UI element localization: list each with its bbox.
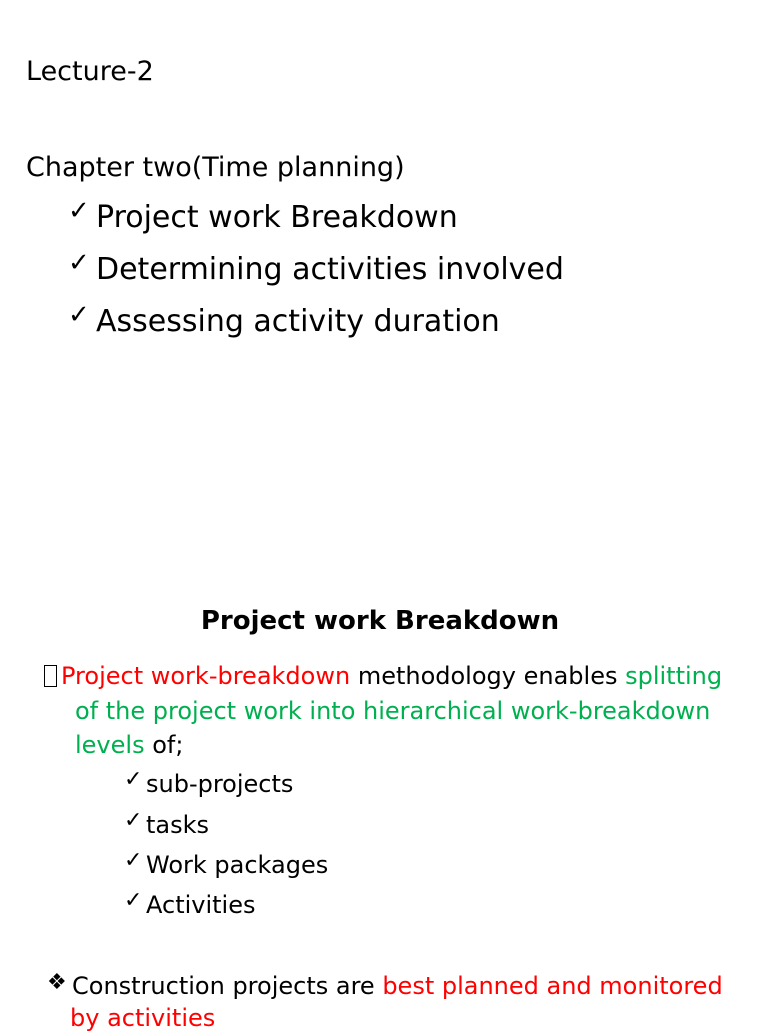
diamond-bullet-icon: ❖ xyxy=(47,970,67,995)
topic-item: Project work Breakdown xyxy=(96,200,458,235)
highlight-green: splitting xyxy=(625,662,723,690)
highlight-red: Project work-breakdown xyxy=(61,662,351,690)
breakdown-paragraph xyxy=(44,659,734,763)
check-icon: ✓ xyxy=(124,808,143,833)
level-item: sub-projects xyxy=(146,770,294,798)
check-icon: ✓ xyxy=(124,888,143,913)
lecture-label: Lecture-2 xyxy=(26,56,154,87)
highlight-green: of the project work into hierarchical work-breakdown xyxy=(75,696,711,725)
paragraph-text: Construction projects are xyxy=(72,972,383,1000)
level-item: Work packages xyxy=(146,851,329,879)
check-icon: ✓ xyxy=(68,300,90,330)
highlight-green: levels xyxy=(75,731,145,759)
paragraph-text: of; xyxy=(144,731,184,759)
chapter-title: Chapter two(Time planning) xyxy=(26,152,405,183)
check-icon: ✓ xyxy=(68,196,90,226)
topic-item: Assessing activity duration xyxy=(96,304,500,339)
highlight-red: best planned and monitored xyxy=(382,972,723,1000)
missing-glyph-icon xyxy=(44,665,57,687)
level-item: tasks xyxy=(146,811,210,839)
check-icon: ✓ xyxy=(124,848,143,873)
check-icon: ✓ xyxy=(68,248,90,278)
construction-text xyxy=(72,972,723,1000)
check-icon: ✓ xyxy=(124,767,143,792)
level-item: Activities xyxy=(146,891,256,919)
section-title: Project work Breakdown xyxy=(200,606,560,636)
topic-item: Determining activities involved xyxy=(96,252,564,287)
highlight-red: by activities xyxy=(70,1004,216,1032)
paragraph-text: methodology enables xyxy=(350,662,626,690)
